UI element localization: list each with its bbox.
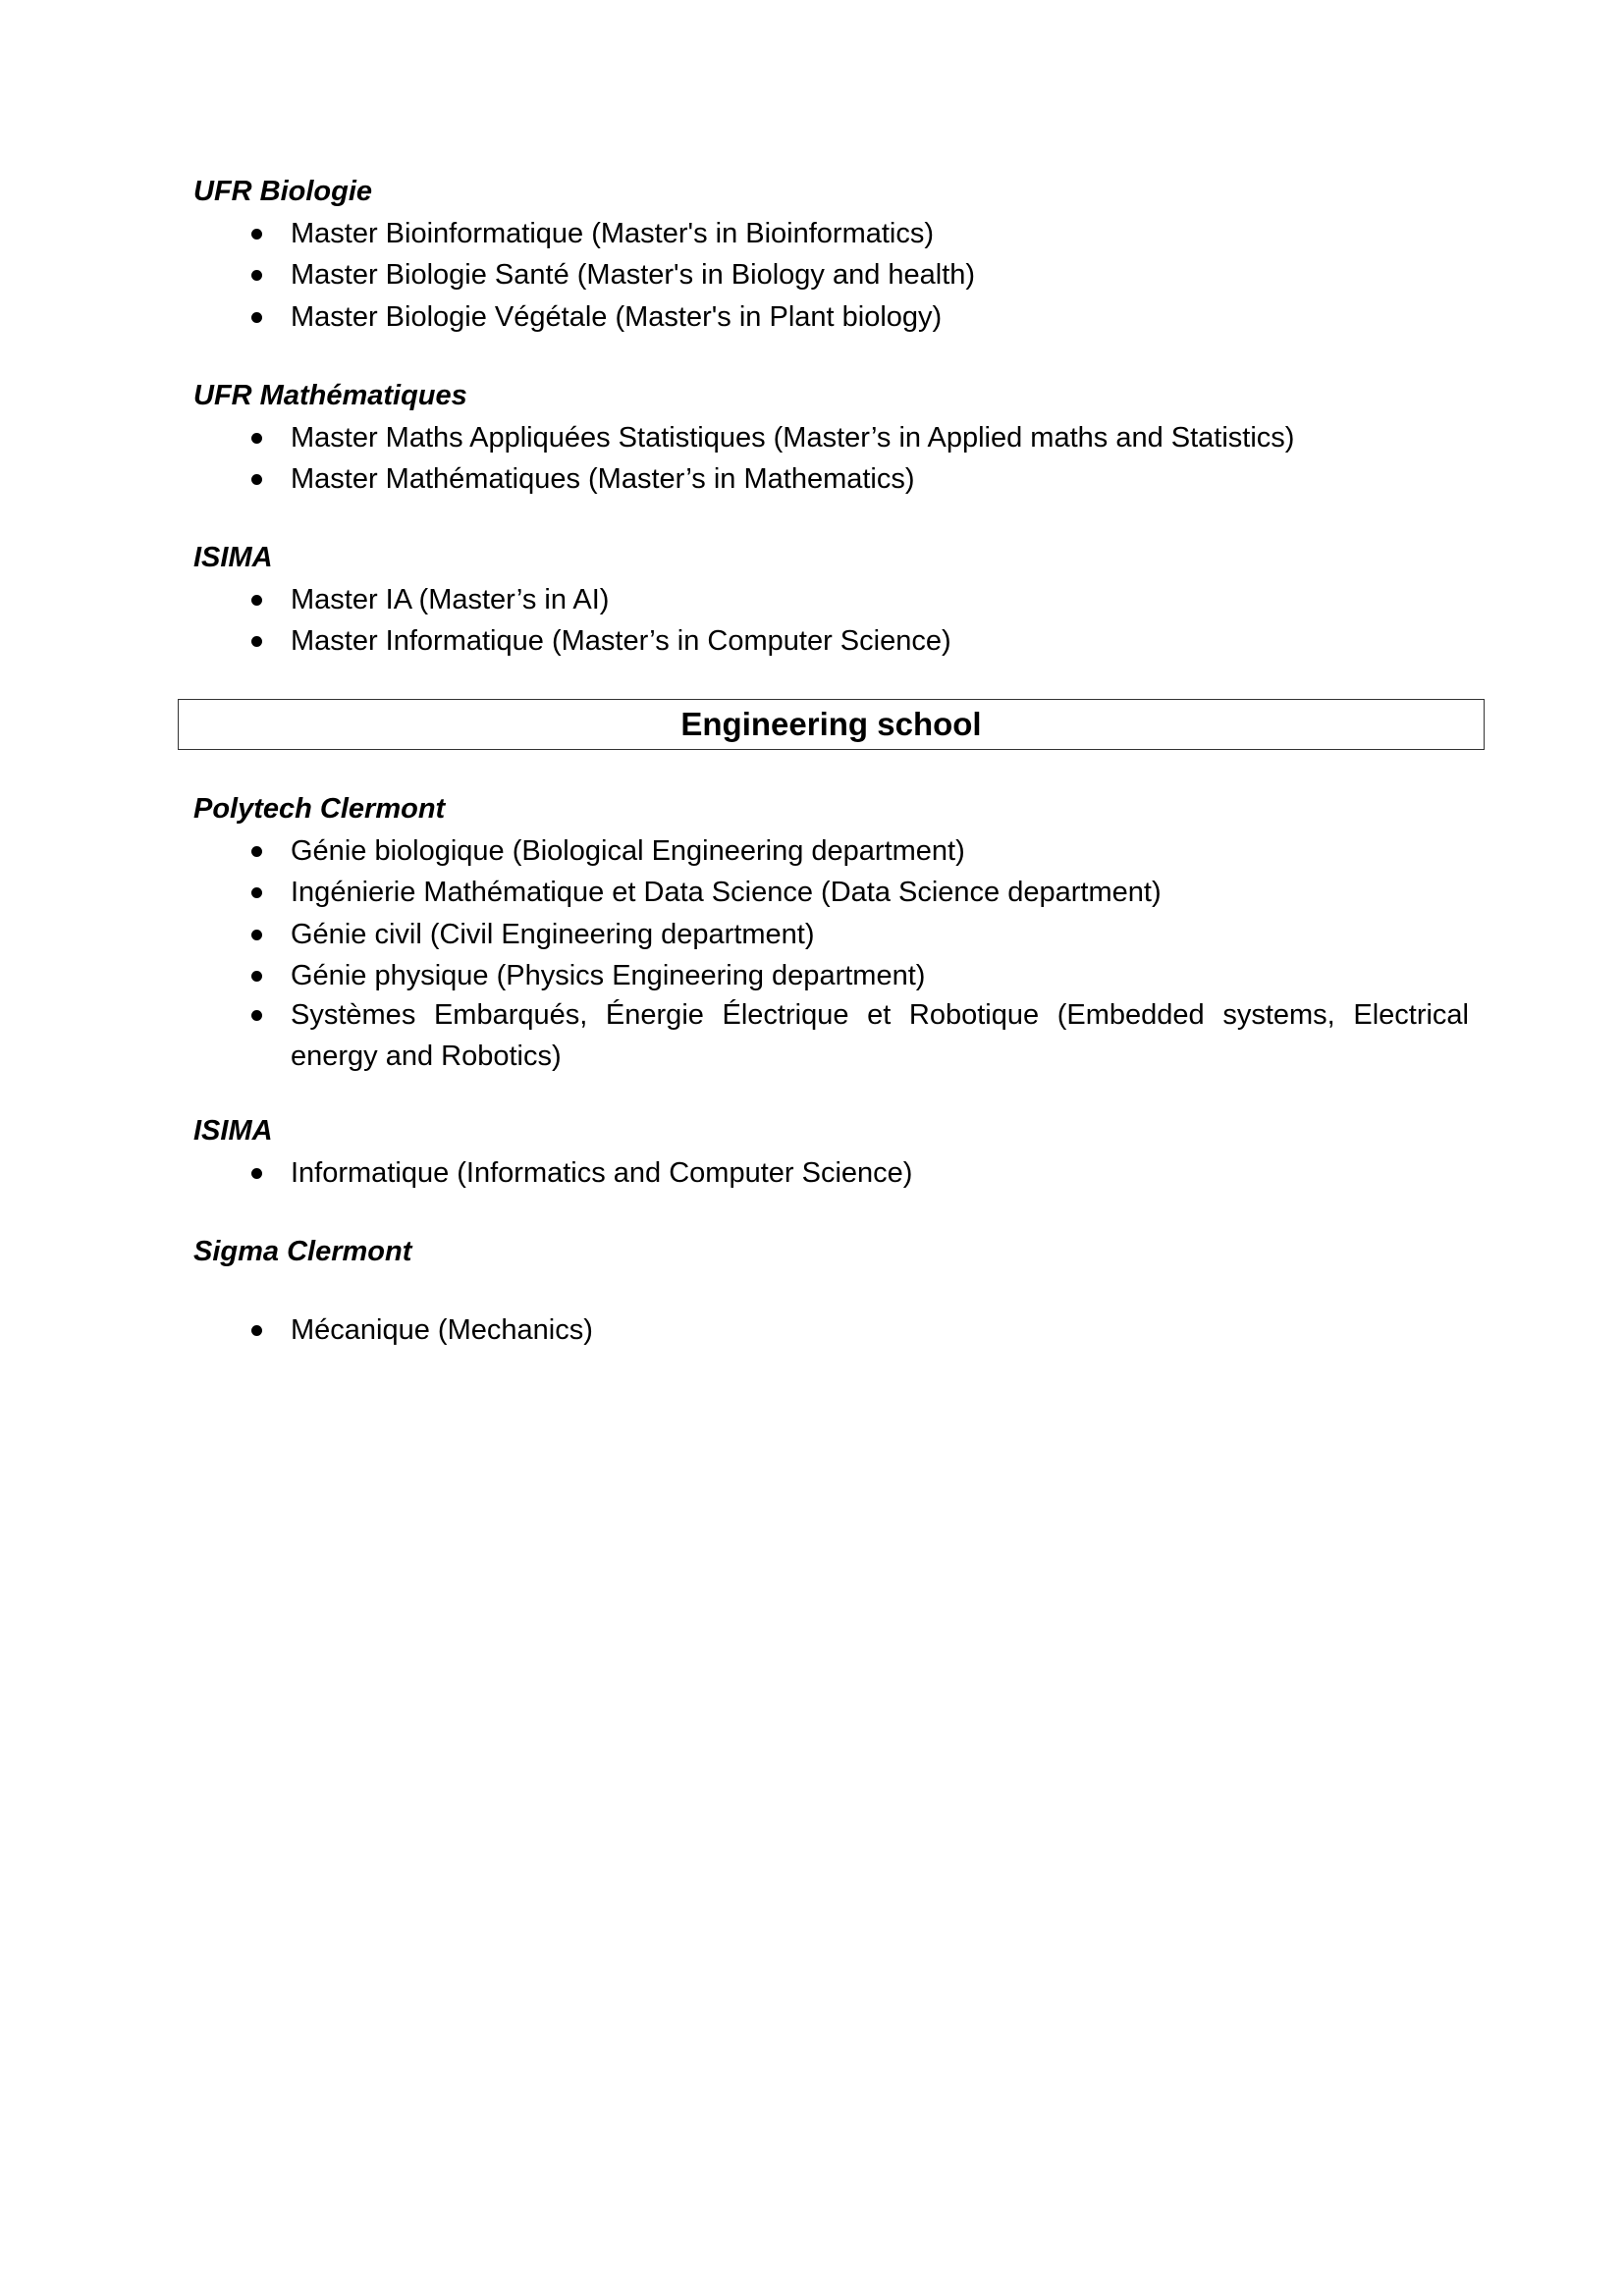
list-item [291, 216, 934, 251]
bullet-icon [251, 1325, 262, 1336]
bullet-icon [251, 1168, 262, 1179]
list-item-text: Master Biologie Santé (Master's in Biology and health) [291, 259, 976, 291]
list-item [291, 257, 975, 293]
list-item [291, 958, 925, 993]
list-item [291, 875, 1162, 910]
bullet-icon [251, 433, 262, 444]
bullet-icon [251, 312, 262, 323]
list-item [291, 299, 942, 335]
heading-ufr-biologie: UFR Biologie [193, 176, 373, 207]
heading-sigma-clermont: Sigma Clermont [193, 1236, 412, 1267]
list-item-text: Master Informatique (Master’s in Computer Science) [291, 625, 951, 657]
list-item [291, 1312, 593, 1348]
bullet-icon [251, 971, 262, 982]
heading-isima-masters: ISIMA [193, 542, 273, 573]
list-item-text: Master Maths Appliquées Statistiques (Master’s in Applied maths and Statistics) [291, 422, 1295, 454]
bullet-icon [251, 846, 262, 857]
bullet-icon [251, 887, 262, 898]
list-item [291, 461, 915, 497]
list-item-text: Master Mathématiques (Master’s in Mathematics) [291, 463, 915, 495]
section-title: Engineering school [680, 706, 982, 742]
bullet-icon [251, 229, 262, 240]
list-item-text: Génie civil (Civil Engineering department) [291, 919, 815, 950]
bullet-icon [251, 930, 262, 940]
list-item [291, 623, 951, 659]
section-header-box [178, 699, 1485, 750]
bullet-icon [251, 636, 262, 647]
list-item-text: Mécanique (Mechanics) [291, 1314, 593, 1346]
list-item [291, 420, 1294, 455]
heading-polytech-clermont: Polytech Clermont [193, 793, 446, 825]
bullet-icon [251, 270, 262, 281]
list-item [291, 1155, 912, 1191]
list-item-text: Systèmes Embarqués, Énergie Électrique et Robotique (Embedded systems, Electrical energy and Robotics) [291, 999, 1469, 1072]
list-item [291, 833, 965, 869]
list-item [291, 582, 609, 617]
heading-ufr-mathematiques: UFR Mathématiques [193, 380, 467, 411]
list-item-text: Master Bioinformatique (Master's in Bioinformatics) [291, 218, 935, 249]
list-item-text: Ingénierie Mathématique et Data Science (Data Science department) [291, 877, 1162, 908]
list-item-text: Génie physique (Physics Engineering department) [291, 960, 926, 991]
list-item-text: Informatique (Informatics and Computer Science) [291, 1157, 913, 1189]
heading-isima-engineering: ISIMA [193, 1115, 273, 1147]
list-item [291, 994, 1469, 1077]
list-item [291, 917, 815, 952]
list-item-text: Master IA (Master’s in AI) [291, 584, 610, 615]
bullet-icon [251, 595, 262, 606]
bullet-icon [251, 1010, 262, 1021]
list-item-text: Master Biologie Végétale (Master's in Plant biology) [291, 301, 943, 333]
list-item-text: Génie biologique (Biological Engineering department) [291, 835, 965, 867]
bullet-icon [251, 474, 262, 485]
